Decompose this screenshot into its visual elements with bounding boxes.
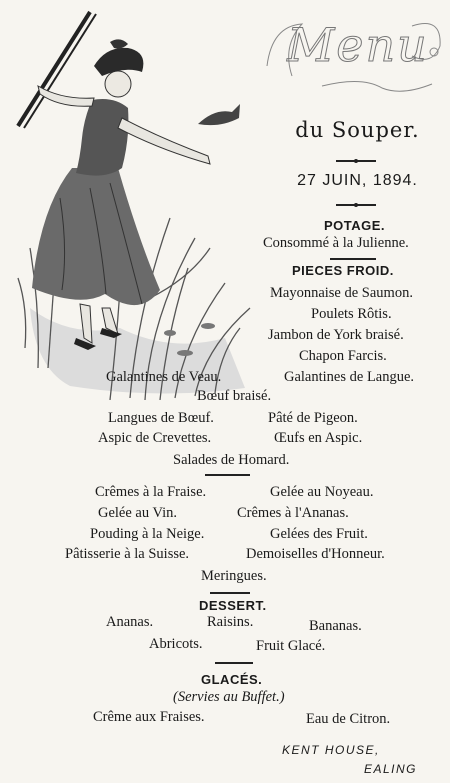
- menu-date: 27 JUIN, 1894.: [297, 172, 418, 189]
- menu-item: Poulets Rôtis.: [311, 306, 392, 322]
- menu-item: Salades de Homard.: [173, 452, 290, 468]
- menu-item: Pouding à la Neige.: [90, 526, 205, 542]
- menu-item: Œufs en Aspic.: [274, 430, 363, 446]
- menu-item: Fruit Glacé.: [256, 638, 326, 654]
- menu-item: Pâté de Pigeon.: [268, 410, 358, 426]
- menu-item: Gelées des Fruit.: [270, 526, 368, 542]
- divider: [215, 662, 253, 664]
- menu-item: Bœuf braisé.: [197, 388, 272, 404]
- menu-item: Consommé à la Julienne.: [263, 235, 409, 251]
- menu-item: Pâtisserie à la Suisse.: [65, 546, 190, 562]
- glaces-note: (Servies au Buffet.): [173, 689, 285, 705]
- menu-item: Crêmes à l'Ananas.: [237, 505, 349, 521]
- menu-item: Eau de Citron.: [306, 711, 391, 727]
- menu-item: Gelée au Noyeau.: [270, 484, 374, 500]
- menu-item: Galantines de Langue.: [284, 369, 415, 385]
- divider: [205, 474, 250, 476]
- menu-item: Crêmes à la Fraise.: [95, 484, 207, 500]
- menu-item: Gelée au Vin.: [98, 505, 177, 521]
- menu-item: Aspic de Crevettes.: [98, 430, 212, 446]
- menu-item: Demoiselles d'Honneur.: [246, 546, 385, 562]
- menu-item: Mayonnaise de Saumon.: [270, 285, 413, 301]
- menu-item: Meringues.: [201, 568, 267, 584]
- menu-item: Ananas.: [106, 614, 154, 630]
- woman-fishing-icon: [10, 8, 260, 400]
- section-heading-dessert: DESSERT.: [199, 598, 267, 613]
- footer-location: EALING: [364, 762, 418, 776]
- footer-venue: KENT HOUSE,: [282, 743, 380, 757]
- section-heading-pieces-froid: PIECES FROID.: [292, 263, 394, 278]
- menu-title: Menu: [287, 18, 429, 72]
- divider: [336, 204, 376, 206]
- divider: [330, 258, 376, 260]
- section-heading-potage: POTAGE.: [324, 218, 386, 233]
- menu-item: Jambon de York braisé.: [268, 327, 404, 343]
- menu-subtitle: du Souper.: [295, 118, 420, 142]
- menu-item: Langues de Bœuf.: [108, 410, 214, 426]
- menu-item: Galantines de Veau.: [106, 369, 222, 385]
- menu-item: Raisins.: [207, 614, 254, 630]
- menu-item: Chapon Farcis.: [299, 348, 387, 364]
- divider: [336, 160, 376, 162]
- section-heading-glaces: GLACÉS.: [201, 672, 263, 687]
- menu-item: Crême aux Fraises.: [93, 709, 205, 725]
- menu-item: Bananas.: [309, 618, 362, 634]
- divider: [210, 592, 250, 594]
- menu-item: Abricots.: [149, 636, 203, 652]
